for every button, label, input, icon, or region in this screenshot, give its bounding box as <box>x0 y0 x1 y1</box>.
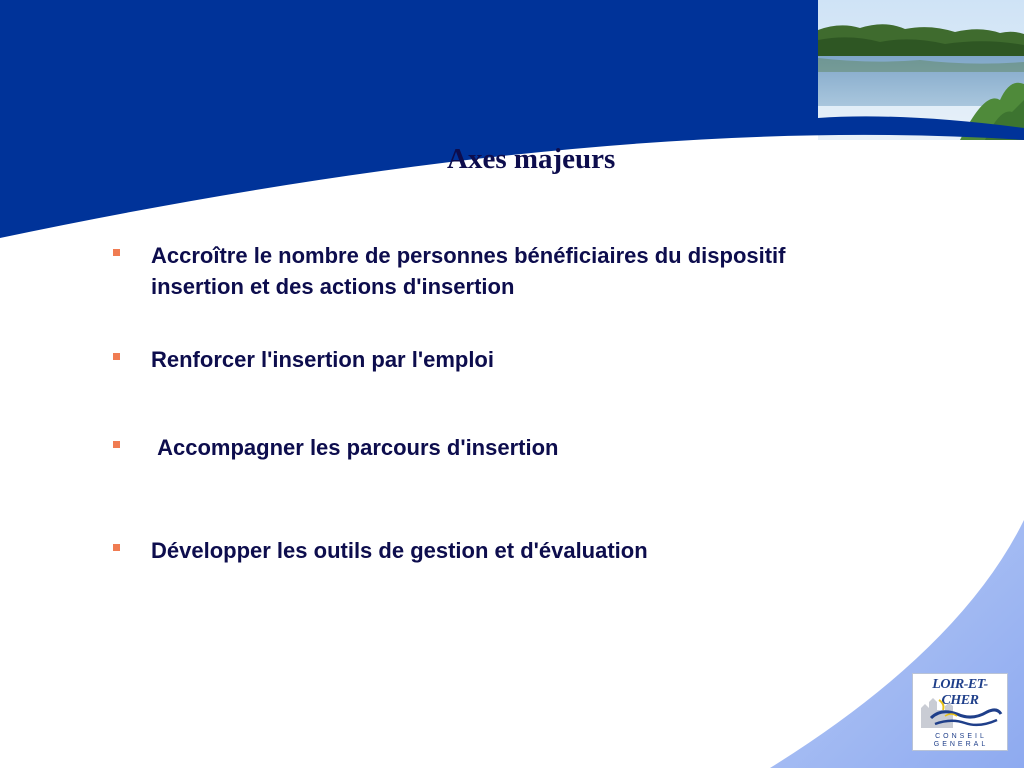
bullet-text: Accroître le nombre de personnes bénéficiaires du dispositif insertion et des actions d'insertion <box>151 243 786 299</box>
chateau-river-icon <box>917 694 1003 732</box>
bullet-text: Développer les outils de gestion et d'évaluation <box>151 538 648 563</box>
bullet-marker-icon <box>113 544 120 551</box>
slide-title: Axes majeurs <box>447 143 616 175</box>
bullet-marker-icon <box>113 441 120 448</box>
bullet-text: Accompagner les parcours d'insertion <box>151 435 559 460</box>
logo-subtitle-1: CONSEIL <box>935 733 987 740</box>
loir-et-cher-logo <box>912 673 1008 751</box>
bullet-text: Renforcer l'insertion par l'emploi <box>151 347 494 372</box>
bullet-marker-icon <box>113 353 120 360</box>
bullet-marker-icon <box>113 249 120 256</box>
logo-subtitle-2: GENERAL <box>933 741 989 748</box>
logo-title: LOIR-ET-CHER <box>932 677 988 708</box>
